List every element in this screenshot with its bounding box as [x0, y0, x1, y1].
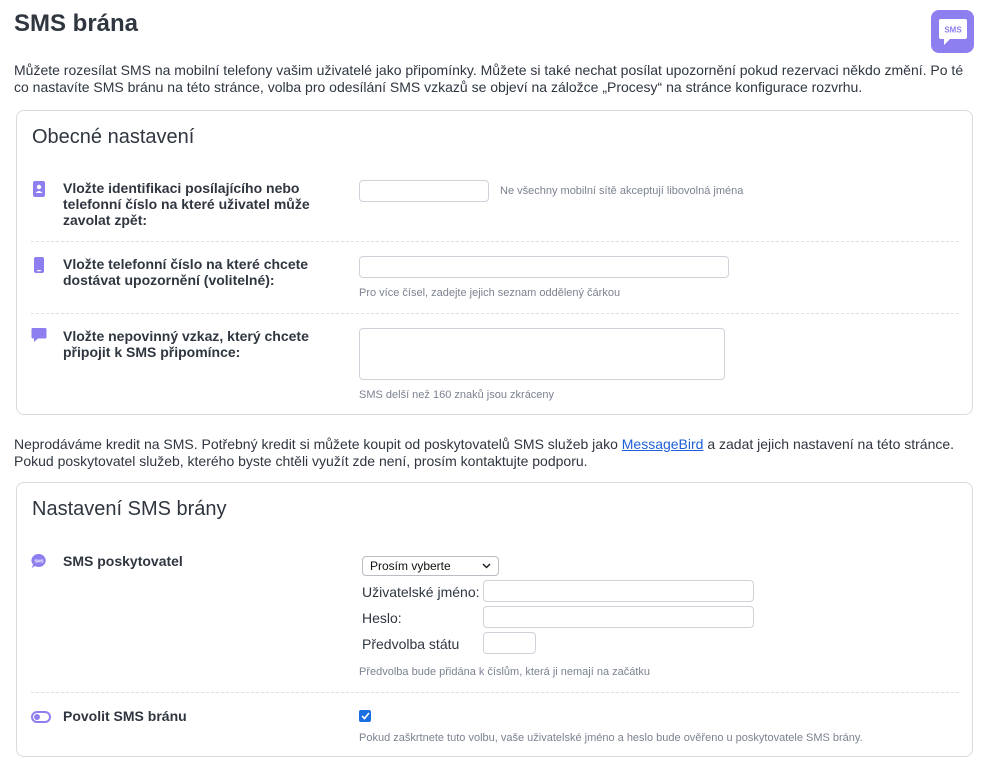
notify-phone-label: Vložte telefonní číslo na které chcete dostávat upozornění (volitelné):	[63, 256, 309, 288]
svg-text:SMS: SMS	[943, 25, 962, 34]
enable-gateway-label: Povolit SMS bránu	[63, 708, 187, 724]
message-icon	[31, 327, 47, 343]
svg-text:SMS: SMS	[34, 558, 44, 564]
sender-id-hint: Ne všechny mobilní sítě akceptují libovolná jména	[500, 185, 744, 197]
general-settings-title: Obecné nastavení	[32, 126, 195, 148]
chevron-down-icon	[482, 563, 491, 569]
country-prefix-label: Předvolba státu	[362, 636, 460, 652]
notify-phone-hint: Pro více čísel, zadejte jejich seznam oddělený čárkou	[359, 287, 621, 299]
credit-info-before: Neprodáváme kredit na SMS. Potřebný kredit si můžete koupit od poskytovatelů SMS služeb jako	[14, 436, 622, 452]
credit-info-after: a zadat jejich nastavení na této stránce. Pokud poskytovatel služeb, kterého byste chtěli využít zde není, prosím kontaktujte podporu.	[14, 436, 955, 469]
page-title: SMS brána	[14, 10, 139, 37]
gateway-settings-panel	[16, 482, 973, 757]
toggle-icon	[31, 709, 51, 725]
credit-info-text	[14, 436, 974, 470]
password-input[interactable]	[483, 606, 754, 628]
divider	[31, 313, 959, 314]
sms-provider-selected: Prosím vyberte	[370, 559, 451, 573]
message-hint: SMS delší než 160 znaků jsou zkráceny	[359, 389, 555, 401]
divider	[31, 692, 959, 693]
country-prefix-hint: Předvolba bude přidána k číslům, která ji nemají na začátku	[359, 666, 651, 678]
country-prefix-input[interactable]	[483, 632, 536, 654]
id-badge-icon	[31, 181, 47, 197]
intro-text: Můžete rozesílat SMS na mobilní telefony vašim uživatelé jako připomínky. Můžete si také nechat posílat upozornění pokud rezervaci někdo změní. Po té co nastavíte SMS bránu na této stránce, volba pro odesílání SMS vzkazů se objeví na záložce „Procesy“ na stránce konfigurace rozvrhu.	[14, 62, 964, 95]
message-textarea[interactable]	[359, 328, 725, 380]
message-label: Vložte nepovinný vzkaz, který chcete připojit k SMS připomínce:	[63, 328, 309, 360]
sms-bubble-icon	[937, 17, 969, 47]
general-settings-panel	[16, 110, 973, 415]
messagebird-link[interactable]: MessageBird	[621, 436, 704, 452]
enable-gateway-checkbox[interactable]	[359, 710, 371, 722]
sms-provider-select[interactable]	[362, 556, 499, 576]
checkmark-icon	[361, 712, 370, 720]
sms-chat-icon	[31, 553, 47, 569]
sms-provider-label: SMS poskytovatel	[63, 553, 183, 569]
enable-gateway-hint: Pokud zaškrtnete tuto volbu, vaše uživatelské jméno a heslo bude ověřeno u poskytovatele SMS brány.	[359, 732, 863, 744]
gateway-settings-title: Nastavení SMS brány	[32, 498, 227, 520]
mobile-phone-icon	[31, 257, 47, 273]
divider	[31, 241, 959, 242]
password-label: Heslo:	[362, 610, 402, 626]
notify-phone-input[interactable]	[359, 256, 729, 278]
username-input[interactable]	[483, 580, 754, 602]
username-label: Uživatelské jméno:	[362, 584, 480, 600]
sms-logo	[931, 10, 974, 53]
sender-id-label: Vložte identifikaci posílajícího nebo telefonní číslo na které uživatel může zavolat zpět:	[63, 180, 310, 228]
sender-id-input[interactable]	[359, 180, 489, 202]
